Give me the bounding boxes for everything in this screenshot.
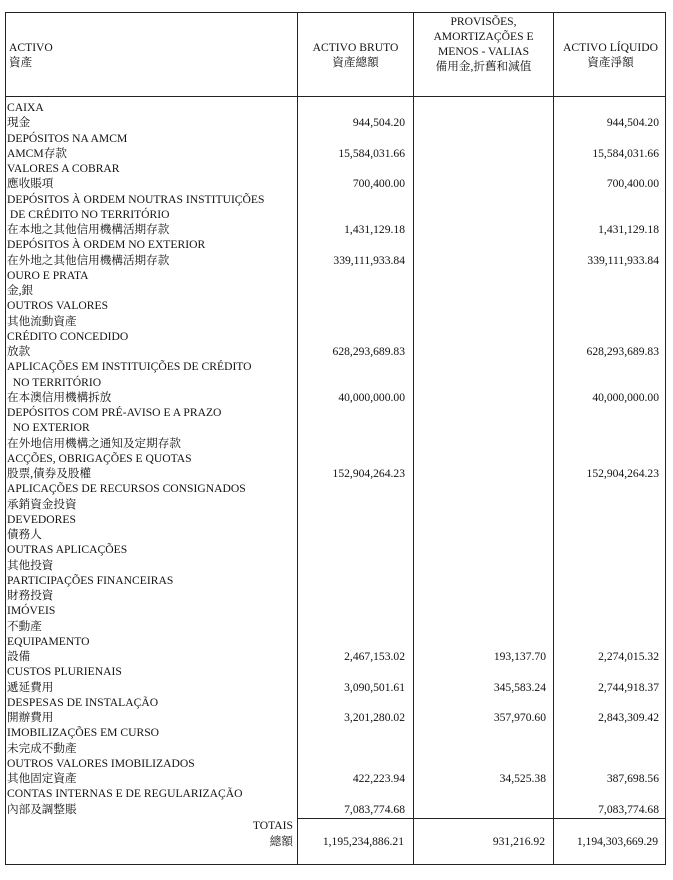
activo-bruto-value: 2,467,153.02 [344,650,405,663]
balance-sheet-rows [7,100,667,817]
activo-liquido-value: 152,904,264.23 [586,467,659,480]
row-label: 不動產 [7,619,42,633]
header-text: ACTIVO [9,41,53,54]
row-label: EQUIPAMENTO [7,634,90,648]
header-text: MENOS - VALIAS [437,45,530,58]
header-activo-liquido [554,14,667,96]
table-row [7,207,667,222]
row-label: 在本地之其他信用機構活期存款 [7,223,170,236]
row-label: DEPÓSITOS À ORDEM NO EXTERIOR [7,238,206,252]
activo-liquido-value: 2,744,918.37 [598,680,659,694]
table-row [7,695,667,710]
header-text: 資產 [9,56,33,69]
table-row [7,192,667,207]
table-row [7,588,667,603]
activo-liquido-value: 339,111,933.84 [587,253,659,267]
header-text: 資產總額 [332,56,379,69]
row-label: 設備 [7,650,31,663]
activo-bruto-value: 7,083,774.68 [344,802,405,816]
totals-bruto: 1,195,234,886.21 [322,835,404,848]
totals-divider [297,818,666,819]
totals-label-pt: TOTAIS [252,819,293,832]
table-row [7,420,667,435]
provisoes-value: 357,970.60 [493,711,546,724]
row-label: 債務人 [7,528,42,541]
table-row [7,115,667,130]
table-row [7,619,667,634]
table-row [7,802,667,817]
table-row [7,649,667,664]
row-label: 在外地信用機構之通知及定期存款 [7,436,181,450]
table-row [7,390,667,405]
activo-liquido-value: 7,083,774.68 [598,802,659,816]
provisoes-value: 345,583.24 [493,680,546,694]
header-text: ACTIVO BRUTO [312,41,399,54]
table-row [7,497,667,512]
row-label: ACÇÕES, OBRIGAÇÕES E QUOTAS [7,451,192,465]
row-label: OUTRAS APLICAÇÕES [7,543,128,557]
row-label: AMCM存款 [7,146,67,160]
header-activo [9,14,289,96]
table-row [7,237,667,252]
totals-label-zh: 總額 [269,835,293,848]
row-label: 金,銀 [7,284,34,297]
activo-bruto-value: 1,431,129.18 [344,223,405,236]
row-label: 在外地之其他信用機構活期存款 [7,253,170,267]
row-label: APLICAÇÕES EM INSTITUIÇÕES DE CRÉDITO [7,360,252,374]
totals-label [253,818,293,850]
row-label: 在本澳信用機構拆放 [7,390,112,404]
header-text: PROVISÕES, [450,15,517,28]
table-row [7,100,667,115]
row-label: 其他投資 [7,558,54,572]
header-divider [5,96,666,97]
table-row [7,268,667,283]
table-row [7,436,667,451]
table-row [7,131,667,146]
row-label: CONTAS INTERNAS E DE REGULARIZAÇÃO [7,787,243,801]
table-row [7,298,667,313]
table-row [7,253,667,268]
table-row [7,680,667,695]
activo-liquido-value: 387,698.56 [606,772,659,785]
activo-bruto-value: 3,090,501.61 [344,680,405,694]
row-label: 股票,債券及股權 [7,467,92,480]
header-text: AMORTIZAÇÕES E [433,30,534,43]
table-row [7,710,667,725]
row-label: VALORES A COBRAR [7,162,120,175]
row-label: OUTROS VALORES [7,299,109,313]
row-label: DESPESAS DE INSTALAÇÃO [7,695,159,709]
activo-bruto-value: 40,000,000.00 [338,390,405,404]
activo-liquido-value: 15,584,031.66 [592,146,659,160]
totals-provisoes: 931,216.92 [492,835,545,848]
table-row [7,176,667,191]
table-row [7,573,667,588]
row-label: OURO E PRATA [7,268,89,282]
table-row [7,558,667,573]
row-label: NO TERRITÓRIO [7,375,102,389]
table-row [7,222,667,237]
row-label: IMOBILIZAÇÕES EM CURSO [7,726,160,740]
header-activo-bruto [298,14,413,96]
activo-liquido-value: 700,400.00 [606,177,659,191]
activo-liquido-value: 628,293,689.83 [586,345,659,358]
table-row [7,756,667,771]
row-label: IMÓVEIS [7,604,56,618]
row-label: DEPÓSITOS COM PRÉ-AVISO E A PRAZO [7,406,222,419]
table-row [7,725,667,740]
row-label: DEPÓSITOS NA AMCM [7,131,128,145]
table-row [7,527,667,542]
row-label: 承銷資金投資 [7,497,77,511]
row-label: APLICAÇÕES DE RECURSOS CONSIGNADOS [7,482,246,496]
table-row [7,146,667,161]
activo-liquido-value: 1,431,129.18 [598,223,659,236]
table-row [7,161,667,176]
header-provisoes [414,14,553,96]
table-row [7,664,667,679]
row-label: CRÉDITO CONCEDIDO [7,329,129,343]
activo-bruto-value: 3,201,280.02 [344,711,405,724]
row-label: 應收賬項 [7,177,54,191]
table-row [7,329,667,344]
header-text: 資產淨額 [587,56,634,69]
header-text: ACTIVO LÍQUIDO [563,41,658,54]
activo-bruto-value: 700,400.00 [352,177,405,191]
activo-bruto-value: 944,504.20 [352,116,405,130]
table-row [7,481,667,496]
provisoes-value: 193,137.70 [493,650,546,663]
row-label: DEPÓSITOS À ORDEM NOUTRAS INSTITUIÇÕES [7,192,265,206]
table-row [7,314,667,329]
table-row [7,451,667,466]
table-row [7,542,667,557]
table-row [7,603,667,618]
header-text: 備用金,折舊和減值 [435,60,532,73]
activo-liquido-value: 2,274,015.32 [598,650,659,663]
table-row [7,786,667,801]
activo-liquido-value: 2,843,309.42 [598,711,659,724]
activo-liquido-value: 40,000,000.00 [592,390,659,404]
row-label: 現金 [7,116,31,130]
row-label: CUSTOS PLURIENAIS [7,665,122,679]
table-row [7,634,667,649]
table-row [7,283,667,298]
row-label: OUTROS VALORES IMOBILIZADOS [7,756,195,770]
table-row [7,771,667,786]
row-label: 遞延費用 [7,680,54,694]
table-row [7,512,667,527]
provisoes-value: 34,525.38 [499,772,546,785]
activo-bruto-value: 339,111,933.84 [333,253,405,267]
row-label: PARTICIPAÇÕES FINANCEIRAS [7,573,174,587]
table-row [7,359,667,374]
activo-bruto-value: 628,293,689.83 [332,345,405,358]
row-label: 內部及調整賬 [7,802,77,816]
activo-bruto-value: 152,904,264.23 [332,467,405,480]
row-label: 開辦費用 [7,711,54,724]
row-label: NO EXTERIOR [7,421,90,435]
row-label: 其他流動資產 [7,314,77,328]
row-label: 財務投資 [7,589,54,602]
row-label: CAIXA [7,101,44,114]
table-row [7,405,667,420]
table-row [7,741,667,756]
activo-liquido-value: 944,504.20 [606,116,659,130]
row-label: DE CRÉDITO NO TERRITÓRIO [7,207,170,221]
table-row [7,466,667,481]
row-label: 其他固定資產 [7,772,77,785]
table-row [7,375,667,390]
totals-liquido: 1,194,303,669.29 [576,835,658,848]
row-label: 放款 [7,345,31,358]
activo-bruto-value: 15,584,031.66 [338,146,405,160]
row-label: DEVEDORES [7,512,76,526]
table-row [7,344,667,359]
activo-bruto-value: 422,223.94 [352,772,405,785]
row-label: 未完成不動產 [7,741,77,755]
